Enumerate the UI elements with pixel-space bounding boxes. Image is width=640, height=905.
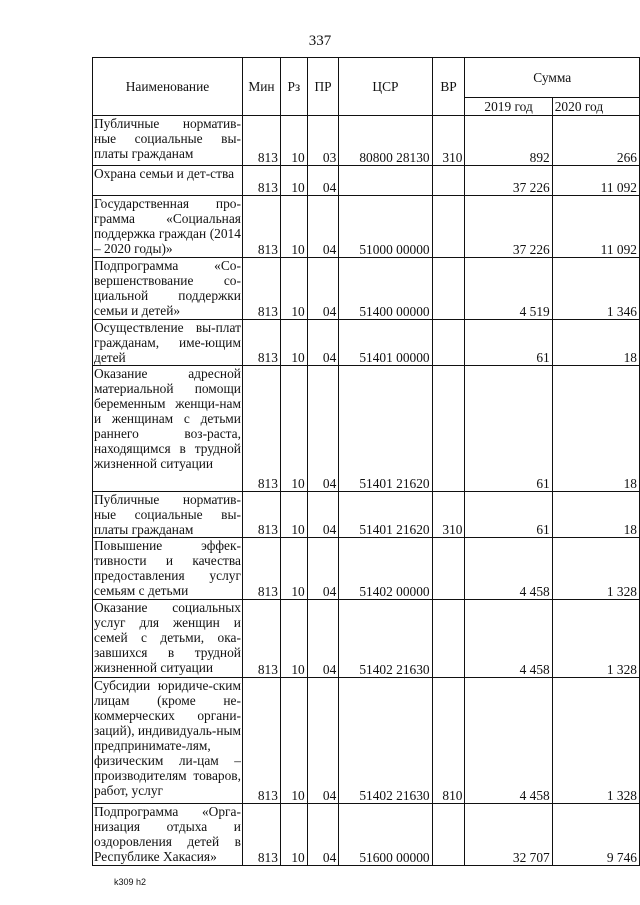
row-min: 813 xyxy=(242,196,280,258)
row-vr: 810 xyxy=(432,678,465,804)
table-row xyxy=(93,678,640,804)
row-amount-2020: 18 xyxy=(552,492,639,538)
row-min: 813 xyxy=(242,166,280,196)
budget-table xyxy=(92,57,640,866)
row-csr: 80800 28130 xyxy=(339,116,432,166)
table-body xyxy=(93,116,640,866)
row-pr: 04 xyxy=(307,166,339,196)
row-pr: 04 xyxy=(307,196,339,258)
row-rz: 10 xyxy=(280,538,307,600)
table-row xyxy=(93,320,640,366)
page-number: 337 xyxy=(308,33,332,49)
table-row xyxy=(93,258,640,320)
header-year-2020: 2020 год xyxy=(552,98,639,116)
row-pr: 04 xyxy=(307,366,339,492)
row-min: 813 xyxy=(242,492,280,538)
row-amount-2020: 266 xyxy=(552,116,639,166)
row-amount-2020: 11 092 xyxy=(552,166,639,196)
table-row xyxy=(93,538,640,600)
row-rz: 10 xyxy=(280,196,307,258)
row-name: Охрана семьи и дет-ства xyxy=(93,166,243,196)
row-vr xyxy=(432,538,465,600)
row-csr: 51402 00000 xyxy=(339,538,432,600)
header-pr: ПР xyxy=(307,58,339,116)
row-min: 813 xyxy=(242,600,280,678)
row-amount-2020: 11 092 xyxy=(552,196,639,258)
row-vr xyxy=(432,258,465,320)
row-name: Публичные норматив-ные социальные вы-платы гражданам xyxy=(94,492,241,537)
row-rz: 10 xyxy=(280,320,307,366)
row-min: 813 xyxy=(242,258,280,320)
row-csr: 51401 00000 xyxy=(339,320,432,366)
row-vr xyxy=(432,366,465,492)
row-vr xyxy=(432,600,465,678)
row-rz: 10 xyxy=(280,166,307,196)
row-name: Субсидии юридиче-ским лицам (кроме не-коммерческих органи-заций), индивидуаль-ным предпринимате-лям, физическим ли-цам – производителям товаров, работ, услуг xyxy=(93,678,243,804)
row-amount-2019: 61 xyxy=(465,492,552,538)
row-csr: 51600 00000 xyxy=(339,804,432,866)
row-rz: 10 xyxy=(280,116,307,166)
row-rz: 10 xyxy=(280,678,307,804)
row-csr: 51000 00000 xyxy=(339,196,432,258)
row-vr: 310 xyxy=(432,116,465,166)
row-csr xyxy=(339,166,432,196)
header-year-2019: 2019 год xyxy=(465,98,552,116)
row-rz: 10 xyxy=(280,258,307,320)
row-vr xyxy=(432,320,465,366)
table-row xyxy=(93,804,640,866)
row-csr: 51400 00000 xyxy=(339,258,432,320)
row-pr: 04 xyxy=(307,320,339,366)
row-rz: 10 xyxy=(280,600,307,678)
row-pr: 03 xyxy=(307,116,339,166)
header-vr: ВР xyxy=(432,58,465,116)
row-name: Подпрограмма «Орга-низация отдыха и оздоровления детей в Республике Хакасия» xyxy=(94,804,241,864)
row-pr: 04 xyxy=(307,258,339,320)
row-amount-2019: 32 707 xyxy=(465,804,552,866)
row-amount-2020: 1 346 xyxy=(552,258,639,320)
row-pr: 04 xyxy=(307,538,339,600)
row-rz: 10 xyxy=(280,492,307,538)
header-rz: Рз xyxy=(280,58,307,116)
row-csr: 51401 21620 xyxy=(339,492,432,538)
row-amount-2020: 18 xyxy=(552,366,639,492)
table-row xyxy=(93,166,640,196)
row-name: Государственная про-грамма «Социальная поддержка граждан (2014 – 2020 годы)» xyxy=(94,196,241,256)
row-amount-2019: 37 226 xyxy=(465,196,552,258)
row-csr: 51401 21620 xyxy=(339,366,432,492)
table-row xyxy=(93,196,640,258)
row-min: 813 xyxy=(242,320,280,366)
row-csr: 51402 21630 xyxy=(339,678,432,804)
row-vr xyxy=(432,166,465,196)
table-row xyxy=(93,116,640,166)
row-amount-2019: 61 xyxy=(465,366,552,492)
row-pr: 04 xyxy=(307,600,339,678)
row-amount-2020: 1 328 xyxy=(552,600,639,678)
row-rz: 10 xyxy=(280,804,307,866)
row-amount-2020: 9 746 xyxy=(552,804,639,866)
row-name: Публичные норматив-ные социальные вы-платы гражданам xyxy=(93,116,243,166)
row-min: 813 xyxy=(242,678,280,804)
table-header xyxy=(93,58,640,116)
row-amount-2019: 61 xyxy=(465,320,552,366)
header-name: Наименование xyxy=(93,58,243,116)
row-min: 813 xyxy=(242,538,280,600)
table-row xyxy=(93,600,640,678)
table-row xyxy=(93,492,640,538)
row-amount-2019: 892 xyxy=(465,116,552,166)
row-min: 813 xyxy=(242,804,280,866)
row-name: Оказание адресной материальной помощи беременным женщи-нам и женщинам с детьми раннего воз-раста, находящимся в трудной жизненной ситуации xyxy=(93,366,243,492)
row-amount-2019: 4 519 xyxy=(465,258,552,320)
row-vr: 310 xyxy=(432,492,465,538)
row-name: Оказание социальных услуг для женщин и семей с детьми, ока-завшихся в трудной жизненной ситуации xyxy=(93,600,243,678)
header-min: Мин xyxy=(242,58,280,116)
row-pr: 04 xyxy=(307,492,339,538)
row-amount-2019: 37 226 xyxy=(465,166,552,196)
row-rz: 10 xyxy=(280,366,307,492)
row-min: 813 xyxy=(242,116,280,166)
footer-code: k309 h2 xyxy=(114,877,147,887)
row-name: Повышение эффек-тивности и качества предоставления услуг семьям с детьми xyxy=(94,538,241,598)
row-vr xyxy=(432,196,465,258)
row-amount-2020: 18 xyxy=(552,320,639,366)
row-vr xyxy=(432,804,465,866)
table-row xyxy=(93,366,640,492)
row-amount-2019: 4 458 xyxy=(465,538,552,600)
row-min: 813 xyxy=(242,366,280,492)
row-pr: 04 xyxy=(307,804,339,866)
header-sum: Сумма xyxy=(465,58,640,98)
row-csr: 51402 21630 xyxy=(339,600,432,678)
row-amount-2019: 4 458 xyxy=(465,600,552,678)
row-amount-2020: 1 328 xyxy=(552,538,639,600)
row-amount-2019: 4 458 xyxy=(465,678,552,804)
row-name: Осуществление вы-плат гражданам, име-ющим детей xyxy=(94,320,241,365)
header-csr: ЦСР xyxy=(339,58,432,116)
row-pr: 04 xyxy=(307,678,339,804)
row-amount-2020: 1 328 xyxy=(552,678,639,804)
row-name: Подпрограмма «Со-вершенствование со-циальной поддержки семьи и детей» xyxy=(94,258,241,318)
